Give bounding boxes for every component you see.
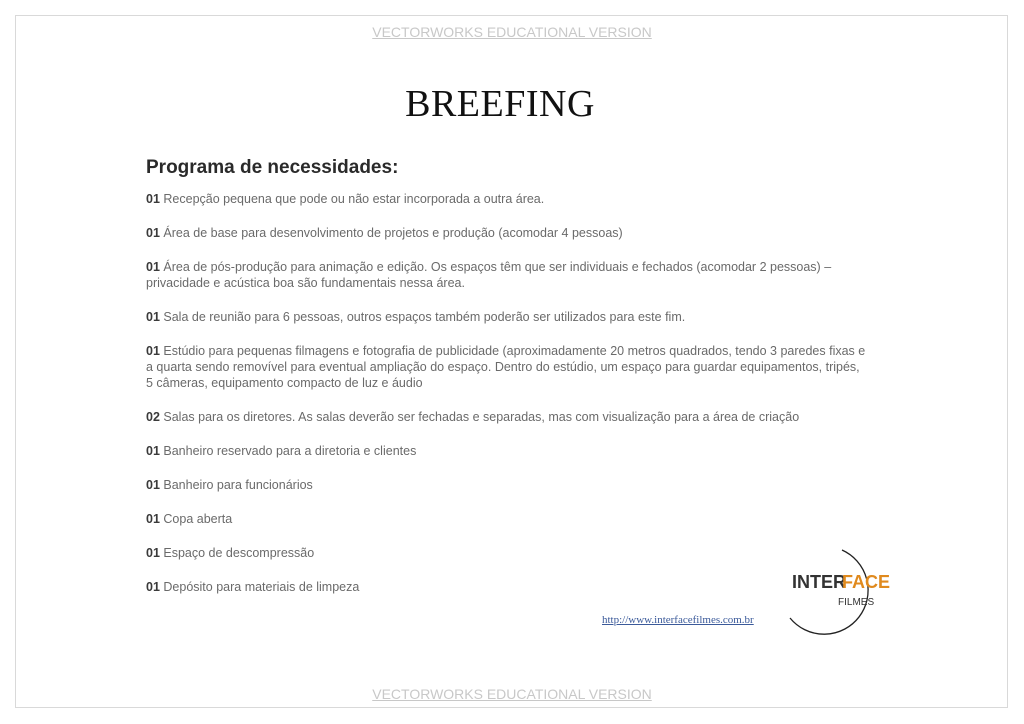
item-description: Área de pós-produção para animação e edição. Os espaços têm que ser individuais e fechados (acomodar 2 pessoas) – privacidade e acústica boa são fundamentais nessa área. <box>146 260 832 290</box>
requirements-list <box>146 191 868 613</box>
list-item <box>146 259 868 291</box>
item-description: Recepção pequena que pode ou não estar incorporada a outra área. <box>163 192 545 206</box>
item-quantity: 01 <box>146 546 160 560</box>
item-quantity: 01 <box>146 580 160 594</box>
logo-text-inter: INTER <box>792 572 846 592</box>
website-link[interactable]: http://www.interfacefilmes.com.br <box>602 614 754 626</box>
page-title: BREEFING <box>405 83 595 125</box>
item-description: Banheiro para funcionários <box>163 478 313 492</box>
item-description: Área de base para desenvolvimento de projetos e produção (acomodar 4 pessoas) <box>163 226 623 240</box>
item-quantity: 01 <box>146 344 160 358</box>
watermark-top: VECTORWORKS EDUCATIONAL VERSION <box>372 24 652 40</box>
item-quantity: 02 <box>146 410 160 424</box>
item-description: Estúdio para pequenas filmagens e fotografia de publicidade (aproximadamente 20 metros quadrados, tendo 3 paredes fixas e a quarta sendo removível para eventual ampliação do espaço. Dentro do estúdio, um espaço para guardar equipamentos, tripés, 5 câmeras, equipamento compacto de luz e áudio <box>146 344 866 390</box>
item-quantity: 01 <box>146 478 160 492</box>
list-item <box>146 225 868 241</box>
list-item <box>146 343 868 391</box>
section-heading: Programa de necessidades: <box>146 157 399 178</box>
item-description: Espaço de descompressão <box>163 546 315 560</box>
list-item <box>146 545 868 561</box>
logo-text-filmes: FILMES <box>838 597 875 608</box>
item-description: Copa aberta <box>163 512 233 526</box>
list-item <box>146 443 868 459</box>
interface-filmes-logo <box>782 548 891 636</box>
item-description: Salas para os diretores. As salas deverão ser fechadas e separadas, mas com visualização para a área de criação <box>163 410 800 424</box>
item-quantity: 01 <box>146 310 160 324</box>
item-description: Banheiro reservado para a diretoria e clientes <box>163 444 417 458</box>
item-quantity: 01 <box>146 512 160 526</box>
item-description: Sala de reunião para 6 pessoas, outros espaços também poderão ser utilizados para este fim. <box>163 310 686 324</box>
item-quantity: 01 <box>146 192 160 206</box>
item-quantity: 01 <box>146 260 160 274</box>
list-item <box>146 579 868 595</box>
watermark-bottom: VECTORWORKS EDUCATIONAL VERSION <box>372 686 652 702</box>
list-item <box>146 409 868 425</box>
list-item <box>146 309 868 325</box>
item-description: Depósito para materiais de limpeza <box>163 580 360 594</box>
list-item <box>146 511 868 527</box>
item-quantity: 01 <box>146 226 160 240</box>
list-item <box>146 477 868 493</box>
logo-text-face: FACE <box>842 572 891 592</box>
item-quantity: 01 <box>146 444 160 458</box>
list-item <box>146 191 868 207</box>
